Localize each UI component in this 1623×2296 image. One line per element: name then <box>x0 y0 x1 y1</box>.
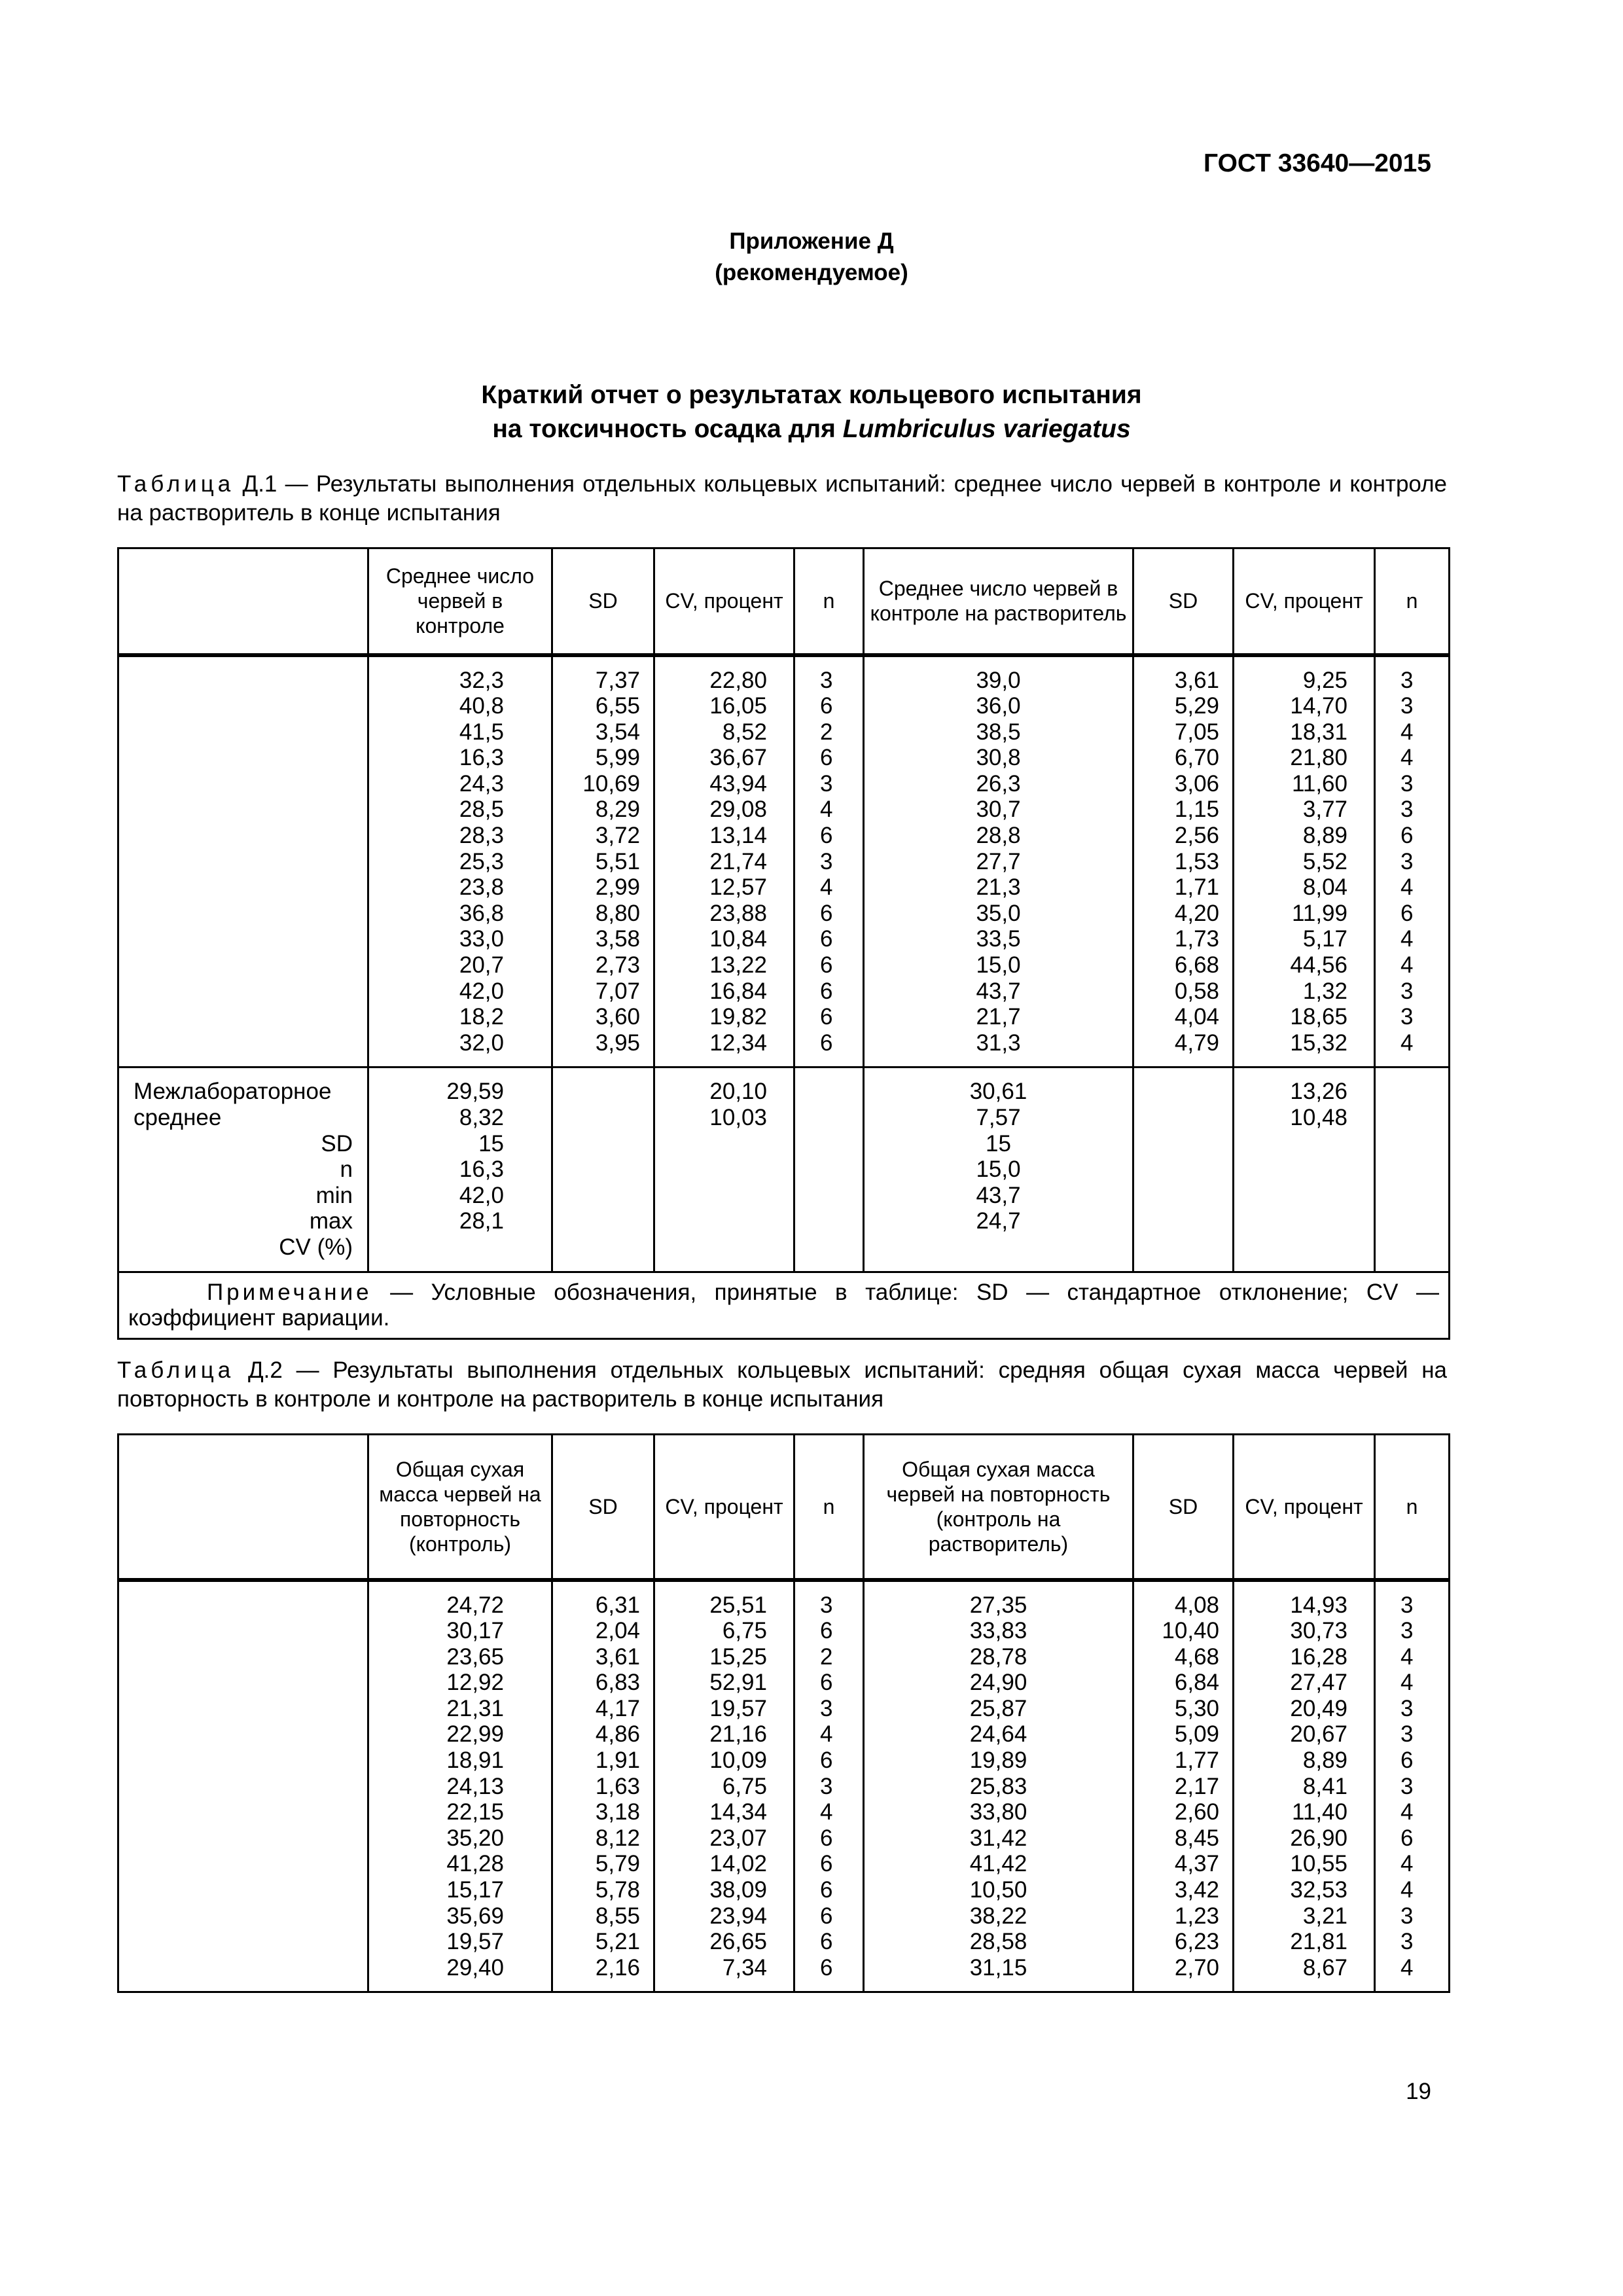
t1-header-n: n <box>794 548 864 655</box>
t1-header-sd2: SD <box>1133 548 1234 655</box>
report-title-line2 <box>0 412 1623 446</box>
t1-col-mean-control: 32,3 40,8 41,5 16,3 24,3 28,5 28,3 25,3 23,8 36,8 33,0 20,7 42,0 18,2 32,0 <box>368 655 552 1067</box>
report-title-line1: Краткий отчет о результатах кольцевого испытания <box>481 381 1142 409</box>
t2-col-n: 3 6 2 6 3 4 6 3 4 6 6 6 6 6 6 <box>794 1580 864 1992</box>
t2-header-cv2: CV, процент <box>1234 1435 1375 1580</box>
table2-caption-text: Д.2 — Результаты выполнения отдельных кольцевых испытаний: средняя общая сухая масса червей на повторность в контроле и контроле на растворитель в конце испытания <box>117 1357 1447 1412</box>
t1-col-sd2: 3,61 5,29 7,05 6,70 3,06 1,15 2,56 1,53 1,71 4,20 1,73 6,68 0,58 4,04 4,79 <box>1133 655 1234 1067</box>
t2-col-sd: 6,31 2,04 3,61 6,83 4,17 4,86 1,91 1,63 3,18 8,12 5,79 5,78 8,55 5,21 2,16 <box>552 1580 654 1992</box>
t1-summary-col5: 30,61 7,57 15 15,0 43,7 24,7 <box>864 1067 1133 1272</box>
table2-label: Таблица <box>117 1357 235 1383</box>
t1-summary-empty2 <box>552 1067 654 1272</box>
t1-header-mean-control: Среднее число червей в контроле <box>368 548 552 655</box>
report-title <box>0 378 1623 446</box>
t1-col-mean-solvent: 39,0 36,0 38,5 30,8 26,3 30,7 28,8 27,7 21,3 35,0 33,5 15,0 43,7 21,7 31,3 <box>864 655 1133 1067</box>
standard-number: ГОСТ 33640—2015 <box>1204 149 1431 177</box>
table1-note-text: — Условные обозначения, принятые в таблице: SD — стандартное отклонение; CV — коэффициент вариации. <box>128 1279 1439 1331</box>
table1-caption <box>117 470 1447 528</box>
table2 <box>117 1433 1450 1993</box>
t1-summary-col1: 29,59 8,32 15 16,3 42,0 28,1 <box>368 1067 552 1272</box>
page-number: 19 <box>1406 2079 1431 2104</box>
table2-header-row <box>118 1435 1450 1580</box>
t1-summary-empty8 <box>1375 1067 1450 1272</box>
t2-header-n: n <box>794 1435 864 1580</box>
t2-header-mass-control: Общая сухая масса червей на повторность (контроль) <box>368 1435 552 1580</box>
t2-header-mass-solvent: Общая сухая масса червей на повторность (контроль на растворитель) <box>864 1435 1133 1580</box>
t1-header-n2: n <box>1375 548 1450 655</box>
t2-header-n2: n <box>1375 1435 1450 1580</box>
t1-summary-col3: 20,10 10,03 <box>654 1067 794 1272</box>
table1-caption-text: Д.1 — Результаты выполнения отдельных кольцевых испытаний: среднее число червей в контроле и контроле на растворитель в конце испытания <box>117 471 1447 526</box>
table1-summary-row <box>118 1067 1450 1272</box>
t1-header-sd: SD <box>552 548 654 655</box>
species-name: Lumbriculus variegatus <box>842 415 1131 443</box>
appendix-subtitle: (рекомендуемое) <box>715 260 908 285</box>
t2-header-sd: SD <box>552 1435 654 1580</box>
table1-note-label: Примечание <box>207 1279 372 1305</box>
appendix-title: Приложение Д <box>729 228 894 254</box>
t1-summary-empty6 <box>1133 1067 1234 1272</box>
t2-header-cv: CV, процент <box>654 1435 794 1580</box>
t2-header-sd2: SD <box>1133 1435 1234 1580</box>
t2-col-cv: 25,51 6,75 15,25 52,91 19,57 21,16 10,09 6,75 14,34 23,07 14,02 38,09 23,94 26,65 7,34 <box>654 1580 794 1992</box>
t1-header-cv2: CV, процент <box>1234 548 1375 655</box>
report-title-prefix: на токсичность осадка для <box>492 415 843 443</box>
t1-col-n: 3 6 2 6 3 4 6 3 4 6 6 6 6 6 6 <box>794 655 864 1067</box>
table2-caption <box>117 1356 1447 1414</box>
table2-data-row <box>118 1580 1450 1992</box>
table1-header-row <box>118 548 1450 655</box>
table1-data-row <box>118 655 1450 1067</box>
t1-col-cv: 22,80 16,05 8,52 36,67 43,94 29,08 13,14 21,74 12,57 23,88 10,84 13,22 16,84 19,82 12,34 <box>654 655 794 1067</box>
t1-summary-col7: 13,26 10,48 <box>1234 1067 1375 1272</box>
table1-note-row <box>118 1272 1450 1338</box>
appendix-heading <box>0 226 1623 289</box>
t2-col-cv2: 14,93 30,73 16,28 27,47 20,49 20,67 8,89 8,41 11,40 26,90 10,55 32,53 3,21 21,81 8,67 <box>1234 1580 1375 1992</box>
t1-summary-label-rest: SD n min max CV (%) <box>279 1130 353 1260</box>
t1-summary-label-top: Межлабораторное среднее <box>134 1079 332 1130</box>
table1-note <box>118 1272 1450 1338</box>
t1-summary-labels <box>118 1067 368 1272</box>
t1-header-cv: CV, процент <box>654 548 794 655</box>
table1 <box>117 547 1450 1340</box>
t2-col-mass-control: 24,72 30,17 23,65 12,92 21,31 22,99 18,91 24,13 22,15 35,20 41,28 15,17 35,69 19,57 29,40 <box>368 1580 552 1992</box>
t2-col-n2: 3 3 4 4 3 3 6 3 4 6 4 4 3 3 4 <box>1375 1580 1450 1992</box>
t1-col-n2: 3 3 4 4 3 3 6 3 4 6 4 4 3 3 4 <box>1375 655 1450 1067</box>
t2-col-mass-solvent: 27,35 33,83 28,78 24,90 25,87 24,64 19,89 25,83 33,80 31,42 41,42 10,50 38,22 28,58 31,15 <box>864 1580 1133 1992</box>
t1-label-empty <box>118 655 368 1067</box>
table1-label: Таблица <box>117 471 235 497</box>
t1-header-mean-solvent: Среднее число червей в контроле на растворитель <box>864 548 1133 655</box>
t1-header-empty <box>118 548 368 655</box>
t1-col-cv2: 9,25 14,70 18,31 21,80 11,60 3,77 8,89 5,52 8,04 11,99 5,17 44,56 1,32 18,65 15,32 <box>1234 655 1375 1067</box>
t2-header-empty <box>118 1435 368 1580</box>
t2-col-sd2: 4,08 10,40 4,68 6,84 5,30 5,09 1,77 2,17 2,60 8,45 4,37 3,42 1,23 6,23 2,70 <box>1133 1580 1234 1992</box>
t1-summary-empty4 <box>794 1067 864 1272</box>
t1-col-sd: 7,37 6,55 3,54 5,99 10,69 8,29 3,72 5,51 2,99 8,80 3,58 2,73 7,07 3,60 3,95 <box>552 655 654 1067</box>
t2-label-empty <box>118 1580 368 1992</box>
